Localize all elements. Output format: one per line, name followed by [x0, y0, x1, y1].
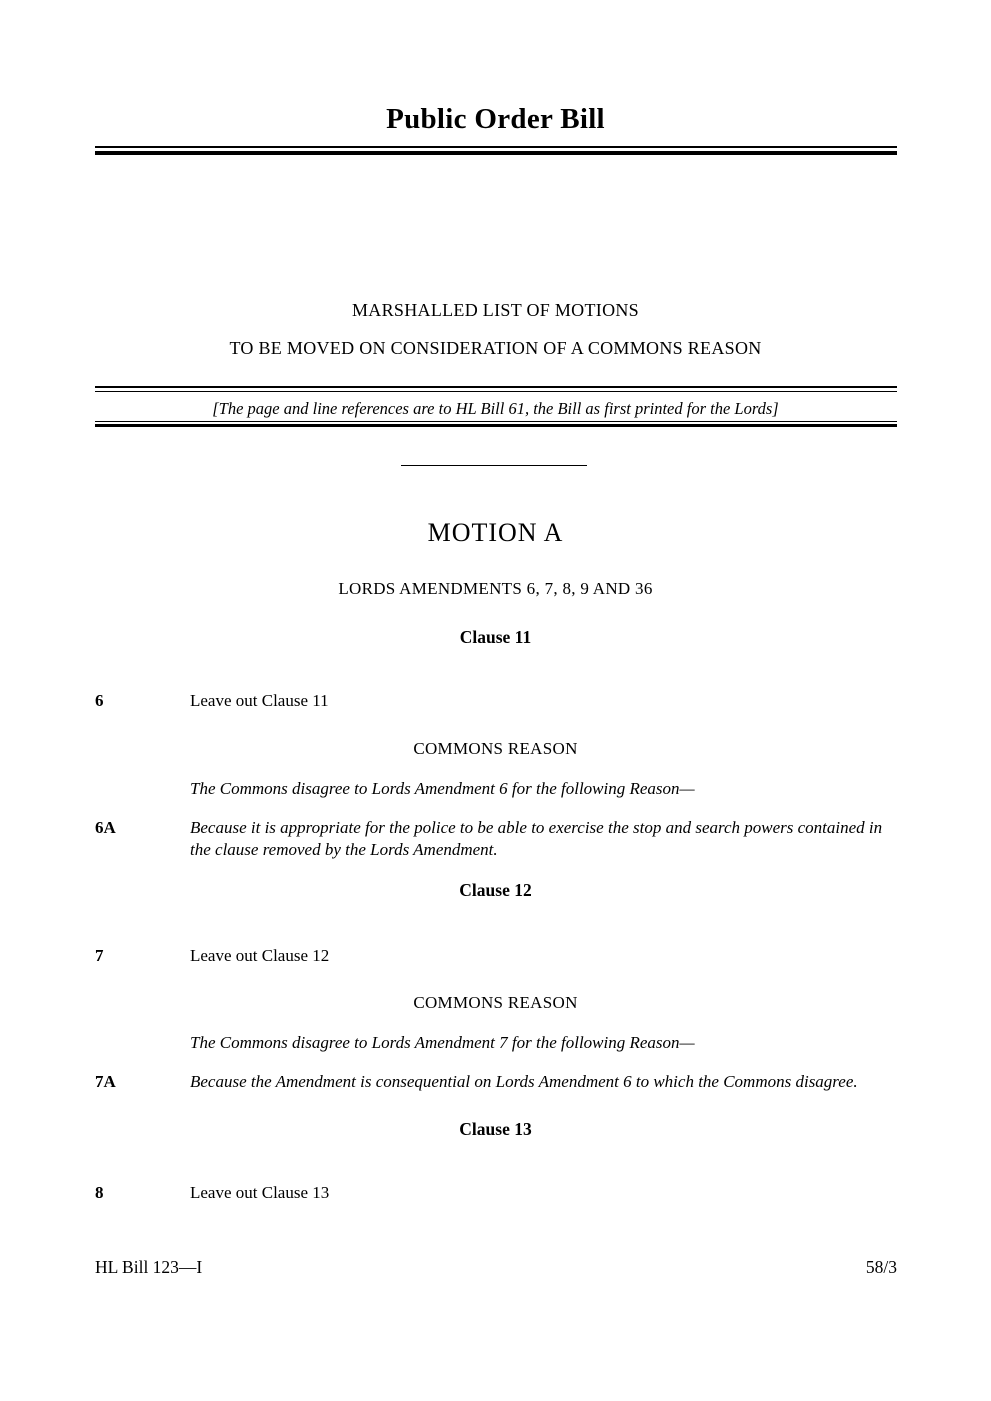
reason-text: Because the Amendment is consequential on Lords Amendment 6 to which the Commons disagree.: [190, 1072, 858, 1091]
reason-text: Because it is appropriate for the police to be able to exercise the stop and search powers contained in the clause removed by the Lords Amendment.: [190, 818, 883, 859]
reference-rule-top: [95, 386, 897, 392]
footer-page-reference: 58/3: [865, 1257, 897, 1277]
amendment-6-row: [95, 690, 897, 712]
clause-11-heading: Clause 11: [459, 627, 532, 647]
title-double-rule: [95, 146, 897, 155]
amendment-number: 7: [95, 946, 104, 965]
section-separator-rule: [401, 465, 587, 466]
amendment-text: Leave out Clause 12: [190, 946, 330, 965]
commons-reason-label-1: COMMONS REASON: [413, 739, 578, 758]
consideration-heading: TO BE MOVED ON CONSIDERATION OF A COMMONS REASON: [229, 338, 762, 358]
amendment-text: Leave out Clause 11: [190, 691, 329, 710]
bill-title: Public Order Bill: [386, 103, 605, 135]
amendment-8-row: [95, 1182, 897, 1204]
reason-number: 7A: [95, 1072, 116, 1091]
reason-number: 6A: [95, 818, 116, 837]
reason-6a-row: [95, 817, 897, 861]
reference-rule-bottom: [95, 421, 897, 427]
reason-intro-6: The Commons disagree to Lords Amendment 6 for the following Reason—: [190, 779, 695, 798]
amendment-number: 8: [95, 1183, 104, 1202]
commons-reason-label-2: COMMONS REASON: [413, 993, 578, 1012]
page-footer: [95, 1257, 897, 1278]
footer-bill-number: HL Bill 123—I: [95, 1257, 203, 1277]
motion-subheading: LORDS AMENDMENTS 6, 7, 8, 9 AND 36: [338, 579, 653, 598]
amendment-text: Leave out Clause 13: [190, 1183, 330, 1202]
amendment-number: 6: [95, 691, 104, 710]
motion-heading: MOTION A: [427, 518, 564, 547]
marshalled-list-heading: MARSHALLED LIST OF MOTIONS: [352, 300, 639, 320]
reference-note: [The page and line references are to HL Bill 61, the Bill as first printed for the Lords]: [212, 399, 779, 418]
reason-7a-row: [95, 1071, 897, 1093]
clause-12-heading: Clause 12: [459, 880, 532, 900]
amendment-7-row: [95, 945, 897, 967]
reason-intro-7: The Commons disagree to Lords Amendment 7 for the following Reason—: [190, 1033, 695, 1052]
clause-13-heading: Clause 13: [459, 1119, 532, 1139]
